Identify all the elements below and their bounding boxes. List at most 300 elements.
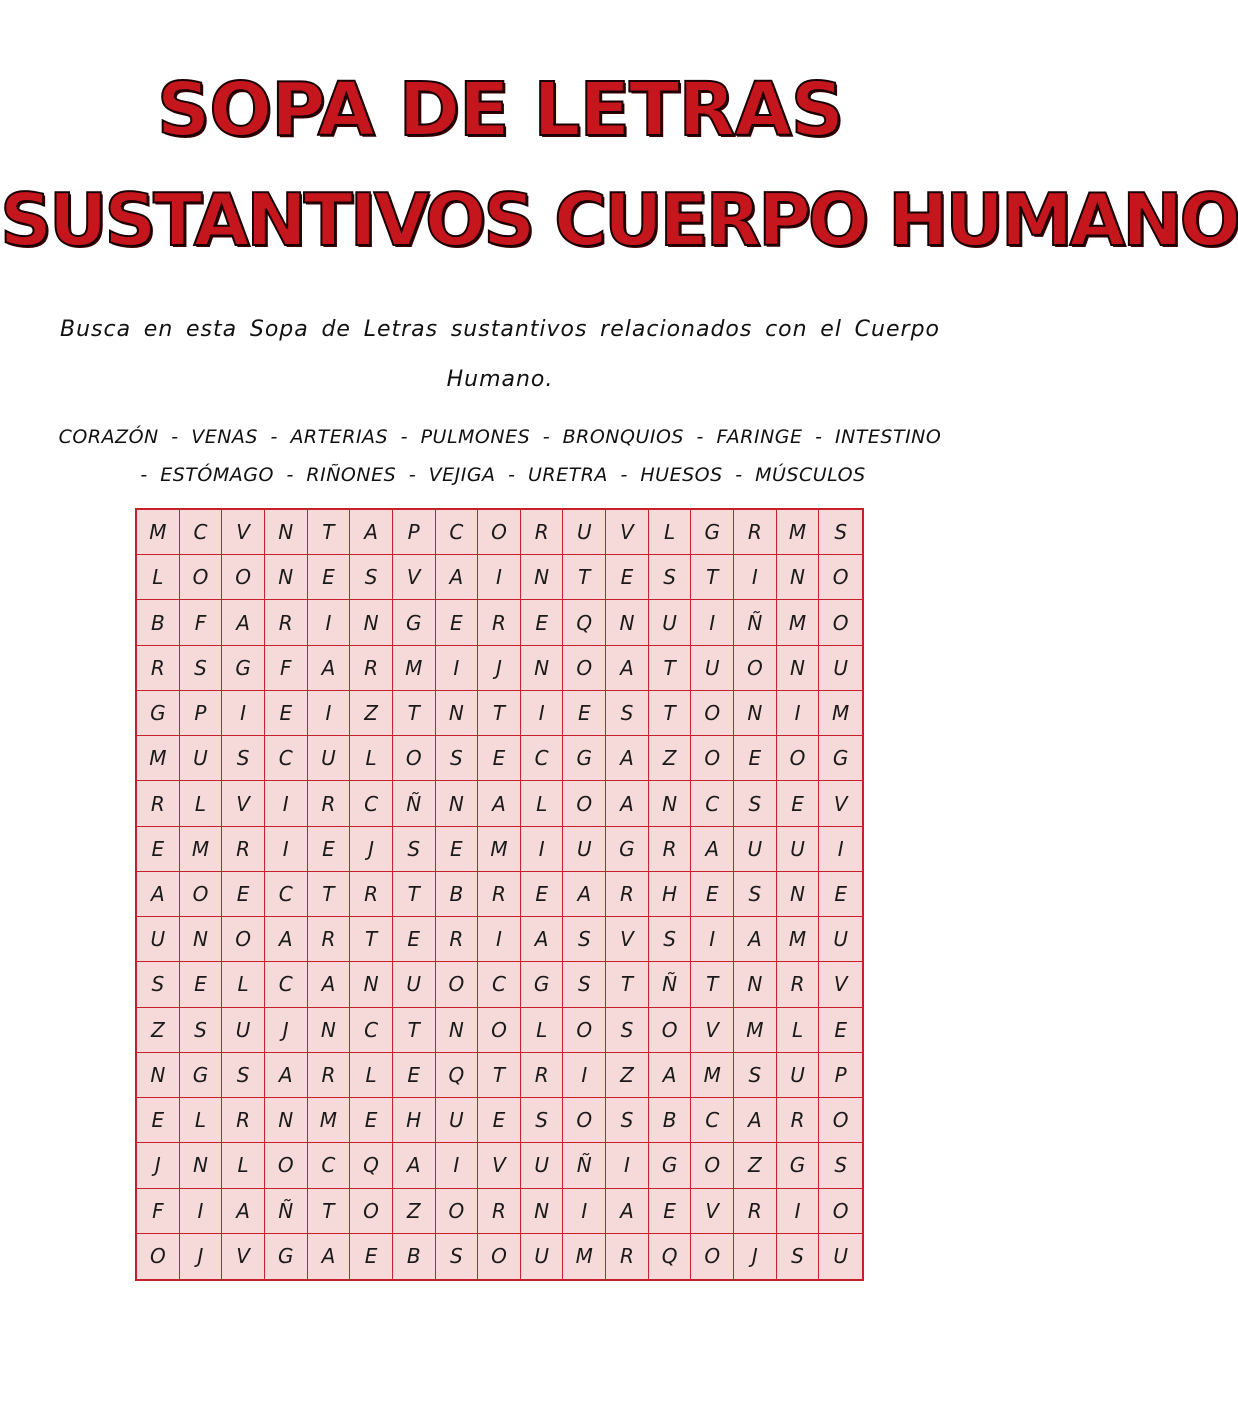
grid-cell[interactable]: S	[649, 555, 692, 600]
grid-cell[interactable]: E	[606, 555, 649, 600]
grid-cell[interactable]: R	[137, 646, 180, 691]
grid-cell[interactable]: G	[137, 691, 180, 736]
grid-cell[interactable]: B	[393, 1234, 436, 1279]
grid-cell[interactable]: A	[649, 1053, 692, 1098]
grid-cell[interactable]: O	[478, 1008, 521, 1053]
grid-cell[interactable]: E	[436, 827, 479, 872]
grid-cell[interactable]: V	[222, 510, 265, 555]
grid-cell[interactable]: M	[691, 1053, 734, 1098]
grid-cell[interactable]: T	[649, 691, 692, 736]
word-separator: -	[270, 426, 278, 448]
grid-cell[interactable]: O	[649, 1008, 692, 1053]
grid-cell[interactable]: J	[265, 1008, 308, 1053]
grid-cell[interactable]: I	[606, 1143, 649, 1188]
grid-cell[interactable]: N	[521, 646, 564, 691]
grid-cell[interactable]: T	[563, 555, 606, 600]
grid-cell[interactable]: T	[393, 1008, 436, 1053]
grid-cell[interactable]: I	[521, 827, 564, 872]
grid-cell[interactable]: U	[180, 736, 223, 781]
grid-cell[interactable]: T	[393, 691, 436, 736]
grid-cell[interactable]: S	[180, 646, 223, 691]
grid-cell[interactable]: C	[691, 1098, 734, 1143]
grid-cell[interactable]: F	[137, 1189, 180, 1234]
grid-cell[interactable]: V	[691, 1008, 734, 1053]
grid-cell[interactable]: S	[606, 1098, 649, 1143]
grid-cell[interactable]: N	[521, 1189, 564, 1234]
grid-cell[interactable]: L	[222, 962, 265, 1007]
title-line-2: SUSTANTIVOS CUERPO HUMANO	[0, 178, 1238, 262]
grid-cell[interactable]: S	[563, 962, 606, 1007]
grid-cell[interactable]: O	[691, 736, 734, 781]
grid-cell[interactable]: V	[478, 1143, 521, 1188]
grid-cell[interactable]: R	[606, 1234, 649, 1279]
grid-cell[interactable]: Ñ	[393, 781, 436, 826]
grid-cell[interactable]: I	[734, 555, 777, 600]
grid-cell[interactable]: T	[308, 872, 351, 917]
grid-cell[interactable]: Q	[563, 600, 606, 645]
grid-cell[interactable]: V	[606, 510, 649, 555]
grid-cell[interactable]: T	[649, 646, 692, 691]
grid-cell[interactable]: Ñ	[563, 1143, 606, 1188]
grid-cell[interactable]: G	[649, 1143, 692, 1188]
grid-cell[interactable]: A	[606, 781, 649, 826]
grid-cell[interactable]: L	[521, 781, 564, 826]
grid-cell[interactable]: S	[649, 917, 692, 962]
grid-cell[interactable]: N	[649, 781, 692, 826]
grid-cell[interactable]: E	[137, 1098, 180, 1143]
grid-cell[interactable]: N	[734, 691, 777, 736]
grid-cell[interactable]: O	[222, 917, 265, 962]
grid-cell[interactable]: G	[265, 1234, 308, 1279]
grid-cell[interactable]: S	[606, 1008, 649, 1053]
grid-cell[interactable]: E	[521, 872, 564, 917]
grid-cell[interactable]: R	[350, 646, 393, 691]
grid-cell[interactable]: B	[649, 1098, 692, 1143]
grid-cell[interactable]: U	[521, 1234, 564, 1279]
grid-cell[interactable]: E	[819, 872, 862, 917]
grid-cell[interactable]: E	[521, 600, 564, 645]
grid-cell[interactable]: M	[137, 510, 180, 555]
grid-cell[interactable]: M	[563, 1234, 606, 1279]
grid-cell[interactable]: O	[777, 736, 820, 781]
grid-cell[interactable]: T	[308, 510, 351, 555]
grid-cell[interactable]: I	[222, 691, 265, 736]
grid-cell[interactable]: S	[436, 736, 479, 781]
grid-cell[interactable]: R	[478, 872, 521, 917]
grid-cell[interactable]: I	[777, 1189, 820, 1234]
grid-cell[interactable]: N	[734, 962, 777, 1007]
grid-cell[interactable]: U	[563, 510, 606, 555]
grid-cell[interactable]: A	[308, 646, 351, 691]
grid-cell[interactable]: O	[819, 555, 862, 600]
grid-cell[interactable]: I	[436, 646, 479, 691]
grid-cell[interactable]: C	[180, 510, 223, 555]
grid-cell[interactable]: R	[222, 827, 265, 872]
grid-cell[interactable]: R	[308, 781, 351, 826]
grid-cell[interactable]: T	[478, 1053, 521, 1098]
grid-cell[interactable]: E	[265, 691, 308, 736]
grid-cell[interactable]: L	[649, 510, 692, 555]
grid-cell[interactable]: S	[222, 736, 265, 781]
grid-cell[interactable]: N	[308, 1008, 351, 1053]
grid-cell[interactable]: Z	[350, 691, 393, 736]
grid-cell[interactable]: C	[436, 510, 479, 555]
grid-cell[interactable]: U	[777, 1053, 820, 1098]
grid-cell[interactable]: U	[222, 1008, 265, 1053]
grid-cell[interactable]: N	[777, 555, 820, 600]
grid-cell[interactable]: O	[563, 1008, 606, 1053]
grid-cell[interactable]: M	[308, 1098, 351, 1143]
grid-cell[interactable]: O	[734, 646, 777, 691]
grid-cell[interactable]: T	[606, 962, 649, 1007]
grid-cell[interactable]: S	[777, 1234, 820, 1279]
grid-cell[interactable]: J	[180, 1234, 223, 1279]
grid-cell[interactable]: I	[563, 1189, 606, 1234]
grid-cell[interactable]: O	[819, 1189, 862, 1234]
grid-cell[interactable]: L	[137, 555, 180, 600]
grid-cell[interactable]: U	[563, 827, 606, 872]
grid-cell[interactable]: A	[436, 555, 479, 600]
grid-cell[interactable]: A	[265, 1053, 308, 1098]
grid-cell[interactable]: M	[777, 510, 820, 555]
grid-cell[interactable]: T	[393, 872, 436, 917]
grid-cell[interactable]: I	[265, 827, 308, 872]
word-list-item: INTESTINO	[834, 426, 942, 448]
grid-cell[interactable]: S	[819, 1143, 862, 1188]
grid-cell[interactable]: E	[734, 736, 777, 781]
grid-cell[interactable]: G	[180, 1053, 223, 1098]
grid-cell[interactable]: O	[691, 691, 734, 736]
grid-cell[interactable]: M	[734, 1008, 777, 1053]
grid-cell[interactable]: E	[350, 1234, 393, 1279]
grid-cell[interactable]: I	[180, 1189, 223, 1234]
grid-cell[interactable]: V	[819, 962, 862, 1007]
grid-cell[interactable]: N	[350, 600, 393, 645]
grid-cell[interactable]: A	[222, 1189, 265, 1234]
grid-cell[interactable]: R	[521, 1053, 564, 1098]
grid-cell[interactable]: R	[734, 510, 777, 555]
grid-cell[interactable]: C	[350, 1008, 393, 1053]
grid-cell[interactable]: R	[308, 1053, 351, 1098]
grid-cell[interactable]: G	[691, 510, 734, 555]
grid-cell[interactable]: S	[734, 1053, 777, 1098]
word-list-item: VEJIGA	[428, 464, 496, 486]
grid-cell[interactable]: S	[521, 1098, 564, 1143]
grid-cell[interactable]: E	[393, 1053, 436, 1098]
grid-cell[interactable]: E	[308, 827, 351, 872]
grid-cell[interactable]: S	[350, 555, 393, 600]
grid-cell[interactable]: C	[478, 962, 521, 1007]
grid-cell[interactable]: G	[521, 962, 564, 1007]
grid-cell[interactable]: P	[180, 691, 223, 736]
grid-cell[interactable]: O	[180, 555, 223, 600]
grid-cell[interactable]: N	[265, 510, 308, 555]
grid-cell[interactable]: U	[833, 1244, 848, 1269]
grid-cell[interactable]: V	[222, 1234, 265, 1279]
grid-cell[interactable]: R	[478, 1189, 521, 1234]
grid-cell[interactable]: J	[350, 827, 393, 872]
word-list	[55, 418, 945, 494]
grid-cell[interactable]: A	[308, 962, 351, 1007]
grid-cell[interactable]: C	[308, 1143, 351, 1188]
grid-cell[interactable]: S	[606, 691, 649, 736]
grid-cell[interactable]: A	[734, 1098, 777, 1143]
grid-cell[interactable]: R	[606, 872, 649, 917]
grid-cell[interactable]: A	[222, 600, 265, 645]
grid-cell[interactable]: M	[137, 736, 180, 781]
grid-cell[interactable]: C	[691, 781, 734, 826]
grid-cell[interactable]: L	[180, 781, 223, 826]
grid-cell[interactable]: C	[265, 872, 308, 917]
grid-cell[interactable]: O	[436, 1189, 479, 1234]
grid-cell[interactable]: V	[393, 555, 436, 600]
grid-cell[interactable]: C	[350, 781, 393, 826]
grid-cell[interactable]: U	[393, 962, 436, 1007]
grid-cell[interactable]: L	[350, 1053, 393, 1098]
grid-cell[interactable]: U	[777, 827, 820, 872]
grid-cell[interactable]: M	[393, 646, 436, 691]
grid-cell[interactable]: J	[137, 1143, 180, 1188]
grid-cell[interactable]: O	[478, 510, 521, 555]
grid-cell[interactable]: O	[436, 962, 479, 1007]
grid-cell[interactable]: N	[777, 872, 820, 917]
grid-cell[interactable]: E	[478, 736, 521, 781]
grid-cell[interactable]: E	[691, 872, 734, 917]
grid-cell[interactable]: S	[819, 510, 862, 555]
grid-cell[interactable]: C	[521, 736, 564, 781]
grid-cell[interactable]: U	[734, 827, 777, 872]
grid-cell[interactable]: U	[308, 736, 351, 781]
grid-cell[interactable]: B	[436, 872, 479, 917]
word-list-item: BRONQUIOS	[562, 426, 684, 448]
grid-cell[interactable]: P	[819, 1053, 862, 1098]
grid-cell[interactable]: N	[777, 646, 820, 691]
grid-cell[interactable]: H	[393, 1098, 436, 1143]
grid-cell[interactable]: I	[691, 600, 734, 645]
grid-cell[interactable]: S	[137, 962, 180, 1007]
grid-cell[interactable]: A	[606, 646, 649, 691]
grid-cell[interactable]: J	[734, 1234, 777, 1279]
grid-cell[interactable]: A	[350, 510, 393, 555]
grid-cell[interactable]: A	[606, 736, 649, 781]
grid-cell[interactable]: Z	[606, 1053, 649, 1098]
grid-cell[interactable]: I	[691, 917, 734, 962]
grid-cell[interactable]: N	[265, 555, 308, 600]
grid-cell[interactable]: V	[691, 1189, 734, 1234]
grid-cell[interactable]: I	[308, 600, 351, 645]
grid-cell[interactable]: A	[734, 917, 777, 962]
grid-cell[interactable]: M	[478, 827, 521, 872]
grid-cell[interactable]: R	[265, 600, 308, 645]
grid-cell[interactable]: P	[393, 510, 436, 555]
grid-cell[interactable]: L	[777, 1008, 820, 1053]
grid-cell[interactable]: A	[308, 1234, 351, 1279]
grid-cell[interactable]: T	[691, 555, 734, 600]
grid-cell[interactable]: A	[563, 872, 606, 917]
grid-cell[interactable]: G	[222, 646, 265, 691]
grid-cell[interactable]: O	[819, 1098, 862, 1143]
grid-cell[interactable]: R	[777, 1098, 820, 1143]
grid-cell[interactable]: T	[308, 1189, 351, 1234]
grid-cell[interactable]: E	[777, 781, 820, 826]
grid-cell[interactable]: N	[180, 917, 223, 962]
grid-cell[interactable]: Z	[734, 1143, 777, 1188]
grid-cell[interactable]: L	[521, 1008, 564, 1053]
word-list-item: HUESOS	[640, 464, 723, 486]
grid-cell[interactable]: S	[393, 827, 436, 872]
grid-cell[interactable]: M	[819, 691, 862, 736]
grid-cell[interactable]: Z	[137, 1008, 180, 1053]
grid-cell[interactable]: E	[563, 691, 606, 736]
grid-cell[interactable]: O	[350, 1189, 393, 1234]
grid-cell[interactable]: O	[691, 1234, 734, 1279]
grid-cell[interactable]: A	[137, 872, 180, 917]
grid-cell[interactable]: N	[436, 1008, 479, 1053]
grid-cell[interactable]: R	[350, 872, 393, 917]
grid-cell[interactable]: R	[222, 1098, 265, 1143]
grid-cell[interactable]: N	[436, 691, 479, 736]
grid-cell[interactable]: N	[521, 555, 564, 600]
grid-cell[interactable]: U	[436, 1098, 479, 1143]
grid-cell[interactable]: U	[521, 1143, 564, 1188]
grid-cell[interactable]: E	[819, 1008, 862, 1053]
grid-cell[interactable]: R	[308, 917, 351, 962]
grid-cell[interactable]: N	[265, 1098, 308, 1143]
grid-cell[interactable]: Q	[436, 1053, 479, 1098]
grid-cell[interactable]: Z	[393, 1189, 436, 1234]
grid-cell[interactable]: Ñ	[734, 600, 777, 645]
word-separator: -	[815, 426, 823, 448]
grid-cell[interactable]: T	[478, 691, 521, 736]
word-search-grid	[135, 508, 864, 1281]
grid-cell[interactable]: I	[478, 917, 521, 962]
grid-cell[interactable]: I	[478, 555, 521, 600]
grid-cell[interactable]: O	[478, 1234, 521, 1279]
grid-cell[interactable]: N	[137, 1053, 180, 1098]
grid-cell[interactable]: N	[606, 600, 649, 645]
grid-cell[interactable]: E	[137, 827, 180, 872]
grid-cell[interactable]: A	[691, 827, 734, 872]
grid-cell[interactable]: U	[137, 917, 180, 962]
grid-cell[interactable]: N	[436, 781, 479, 826]
grid-cell[interactable]: V	[819, 781, 862, 826]
grid-cell[interactable]: F	[265, 646, 308, 691]
word-separator: -	[408, 464, 417, 486]
grid-cell[interactable]: S	[436, 1234, 479, 1279]
grid-cell[interactable]: Z	[649, 736, 692, 781]
grid-cell[interactable]: S	[563, 917, 606, 962]
grid-cell[interactable]: S	[734, 872, 777, 917]
grid-cell[interactable]: R	[137, 781, 180, 826]
grid-cell[interactable]: O	[265, 1143, 308, 1188]
instructions: Busca en esta Sopa de Letras sustantivos relacionados con el Cuerpo Humano.	[60, 317, 940, 392]
grid-cell[interactable]: I	[265, 781, 308, 826]
grid-cell[interactable]: L	[180, 1098, 223, 1143]
grid-cell[interactable]: A	[393, 1143, 436, 1188]
grid-cell[interactable]: S	[734, 781, 777, 826]
grid-cell[interactable]: I	[308, 691, 351, 736]
grid-cell[interactable]: I	[819, 827, 862, 872]
grid-cell[interactable]: Q	[649, 1234, 692, 1279]
grid-cell[interactable]: A	[265, 917, 308, 962]
grid-cell[interactable]: A	[606, 1189, 649, 1234]
grid-cell[interactable]: E	[180, 962, 223, 1007]
grid-cell[interactable]: Ñ	[265, 1189, 308, 1234]
grid-cell[interactable]: Q	[350, 1143, 393, 1188]
grid-cell[interactable]: G	[777, 1143, 820, 1188]
grid-cell[interactable]: M	[777, 917, 820, 962]
grid-cell[interactable]: R	[436, 917, 479, 962]
grid-cell[interactable]: B	[137, 600, 180, 645]
grid-cell[interactable]: F	[180, 600, 223, 645]
grid-cell[interactable]: J	[478, 646, 521, 691]
grid-cell[interactable]: E	[478, 1098, 521, 1143]
grid-cell[interactable]: I	[563, 1053, 606, 1098]
grid-cell[interactable]: M	[777, 600, 820, 645]
grid-cell[interactable]: U	[819, 646, 862, 691]
grid-cell[interactable]: C	[265, 962, 308, 1007]
grid-cell[interactable]: C	[265, 736, 308, 781]
grid-cell[interactable]: S	[222, 1053, 265, 1098]
grid-cell[interactable]: G	[819, 736, 862, 781]
grid-cell[interactable]: M	[180, 827, 223, 872]
grid-cell[interactable]: L	[350, 736, 393, 781]
grid-cell[interactable]: R	[521, 510, 564, 555]
grid-cell[interactable]: L	[222, 1143, 265, 1188]
grid-cell[interactable]: O	[819, 600, 862, 645]
grid-cell[interactable]: E	[222, 872, 265, 917]
grid-cell[interactable]: E	[436, 600, 479, 645]
grid-cell[interactable]: O	[691, 1143, 734, 1188]
grid-cell[interactable]: R	[734, 1189, 777, 1234]
grid-cell[interactable]: Ñ	[649, 962, 692, 1007]
grid-cell[interactable]: E	[308, 555, 351, 600]
grid-cell[interactable]: S	[180, 1008, 223, 1053]
grid-cell[interactable]: G	[393, 600, 436, 645]
grid-cell[interactable]: U	[819, 917, 862, 962]
grid-cell[interactable]: R	[649, 827, 692, 872]
grid-cell[interactable]: E	[649, 1189, 692, 1234]
grid-cell[interactable]: O	[393, 736, 436, 781]
grid-cell[interactable]: V	[222, 781, 265, 826]
grid-cell[interactable]: U	[691, 646, 734, 691]
grid-cell[interactable]: O	[563, 781, 606, 826]
grid-cell[interactable]: T	[350, 917, 393, 962]
grid-cell[interactable]: A	[521, 917, 564, 962]
grid-cell[interactable]: O	[222, 555, 265, 600]
grid-cell[interactable]: E	[350, 1098, 393, 1143]
grid-cell[interactable]: I	[436, 1143, 479, 1188]
grid-cell[interactable]: T	[691, 962, 734, 1007]
grid-cell[interactable]: R	[777, 962, 820, 1007]
grid-cell[interactable]: O	[180, 872, 223, 917]
grid-cell[interactable]: O	[563, 1098, 606, 1143]
grid-cell[interactable]: I	[521, 691, 564, 736]
grid-cell[interactable]: O	[563, 646, 606, 691]
grid-cell[interactable]: H	[649, 872, 692, 917]
grid-cell[interactable]: N	[180, 1143, 223, 1188]
grid-cell[interactable]: G	[606, 827, 649, 872]
grid-cell[interactable]: G	[563, 736, 606, 781]
grid-cell[interactable]: E	[393, 917, 436, 962]
grid-cell[interactable]: V	[606, 917, 649, 962]
grid-cell[interactable]: O	[137, 1234, 180, 1279]
grid-cell[interactable]: N	[350, 962, 393, 1007]
grid-cell[interactable]: A	[478, 781, 521, 826]
grid-cell[interactable]: R	[478, 600, 521, 645]
grid-cell[interactable]: U	[649, 600, 692, 645]
grid-cell[interactable]: I	[777, 691, 820, 736]
